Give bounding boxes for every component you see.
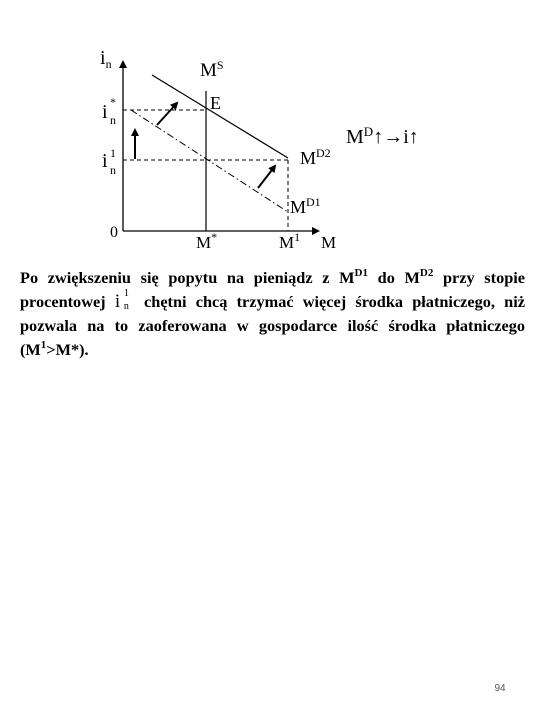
m-one-label: $M^1$ <box>279 230 301 252</box>
demand-md2-label: $M^{D2}$ <box>300 146 331 168</box>
demand-md1-label: $M^{D1}$ <box>290 195 321 217</box>
interest-rate-symbol: i 1 n <box>114 288 129 312</box>
m-star-label: M* <box>196 230 218 252</box>
demand-curve-md2 <box>152 75 288 158</box>
supply-label: $M^S$ <box>200 58 224 81</box>
demand-curve-md1 <box>131 110 288 212</box>
axis-x-label: M <box>321 233 337 252</box>
page-number: 94 <box>494 683 506 694</box>
effect-label: $M^D↑\to i↑$ <box>346 124 419 148</box>
origin-label: 0 <box>110 224 118 241</box>
rate-one-label: i 1 n <box>102 146 116 177</box>
shift-arrow-left <box>157 103 177 125</box>
axis-y-label: $i_n$ <box>100 47 112 71</box>
shift-arrow-right <box>258 166 275 188</box>
rate-star-label: i * n <box>102 95 116 127</box>
money-market-diagram <box>0 0 540 262</box>
equilibrium-label: E <box>210 93 221 113</box>
explanation-paragraph: Po zwiększeniu się popytu na pieniądz z $M^{D1}$ do $M^{D2}$ przy stopie procentowej i 1 n chętni chcą trzymać więcej środka płatniczego, niż pozwala na to zaoferowana w gospodarce ilość środka płatniczego $(M^1>M*)$. <box>20 266 526 359</box>
